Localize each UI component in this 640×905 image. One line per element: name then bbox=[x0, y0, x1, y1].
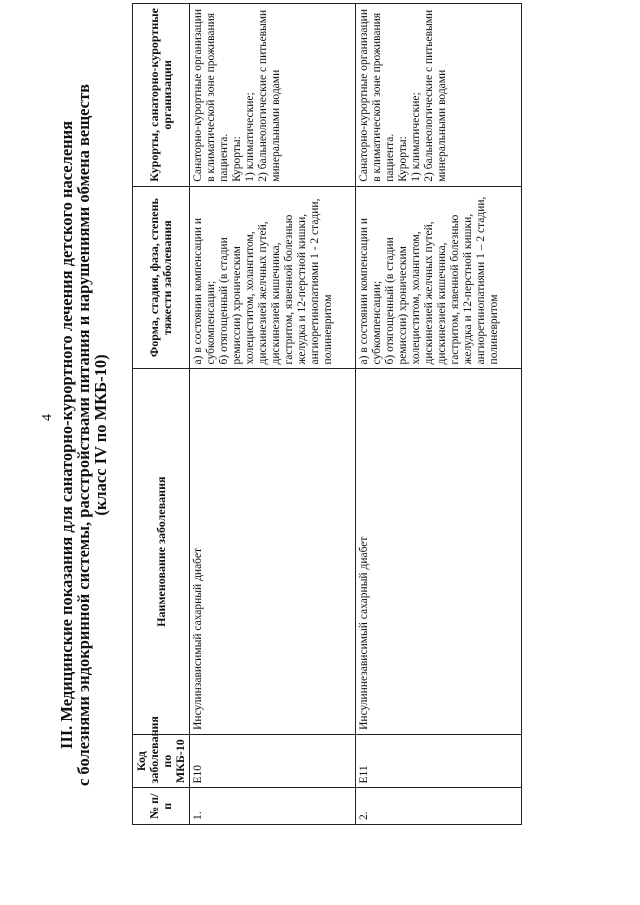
form-line: а) в состоянии компенсации и bbox=[192, 217, 204, 365]
row-num: 1. bbox=[190, 788, 356, 825]
header-num: № п/п bbox=[133, 788, 190, 825]
table-header-row bbox=[133, 4, 190, 825]
resort-line: Курорты: bbox=[397, 136, 409, 182]
resort-line: минеральными водами bbox=[436, 69, 448, 182]
row-disease-name: Инсулинзависимый сахарный диабет bbox=[190, 369, 356, 734]
form-line: желудка и 12-перстной кишки, bbox=[296, 213, 308, 365]
title-line-2: с болезнями эндокринной системы, расстройствами питания и нарушениями обмена веществ bbox=[74, 84, 93, 787]
table-row bbox=[190, 4, 356, 825]
form-line: гастритом, язвенной болезнью bbox=[283, 214, 295, 365]
form-line: дискинезией кишечника, bbox=[270, 242, 282, 365]
resort-line: в климатической зоне проживания bbox=[205, 12, 217, 182]
row-code: E10 bbox=[190, 734, 356, 788]
form-line: б) отягощенный (в стадии bbox=[384, 237, 396, 365]
resort-line: Санаторно-курортные организации bbox=[358, 9, 370, 182]
header-code: Код заболевания по МКБ-10 bbox=[133, 734, 190, 788]
resort-line: 2) бальнеологические с питьевыми bbox=[423, 9, 435, 182]
form-line: субкомпенсации; bbox=[371, 280, 383, 365]
header-form: Форма, стадия, фаза, степень тяжести заболевания bbox=[133, 186, 190, 369]
row-disease-name: Инсулиннезависимый сахарный диабет bbox=[356, 369, 522, 734]
resort-line: 2) бальнеологические с питьевыми bbox=[257, 9, 269, 182]
form-line: холециститом, холангитом, bbox=[244, 231, 256, 365]
resort-line: пациента. bbox=[218, 133, 230, 182]
form-line: дискинезией желчных путей, bbox=[423, 221, 435, 365]
resort-line: в климатической зоне проживания bbox=[371, 12, 383, 182]
form-line: полиневритом bbox=[322, 294, 334, 365]
title-line-3: (класс IV по МКБ-10) bbox=[91, 354, 110, 516]
form-line: ангиоретинопатиями 1 – 2 стадии, bbox=[475, 196, 487, 365]
resort-line: минеральными водами bbox=[270, 69, 282, 182]
table-row bbox=[356, 4, 522, 825]
form-line: б) отягощенный (в стадии bbox=[218, 237, 230, 365]
row-form bbox=[190, 186, 356, 369]
row-resorts bbox=[356, 4, 522, 187]
form-line: холециститом, холангитом, bbox=[410, 231, 422, 365]
row-resorts bbox=[190, 4, 356, 187]
form-line: а) в состоянии компенсации и bbox=[358, 217, 370, 365]
row-code: E11 bbox=[356, 734, 522, 788]
resort-line: пациента. bbox=[384, 133, 396, 182]
form-line: ремиссии) хроническим bbox=[231, 246, 243, 365]
section-title bbox=[58, 5, 109, 865]
page-number: 4 bbox=[40, 414, 55, 421]
form-line: гастритом, язвенной болезнью bbox=[449, 214, 461, 365]
row-form bbox=[356, 186, 522, 369]
header-resorts: Курорты, санаторно-курортные организации bbox=[133, 4, 190, 187]
form-line: полиневритом bbox=[488, 294, 500, 365]
form-line: желудка и 12-перстной кишки, bbox=[462, 213, 474, 365]
resort-line: Курорты: bbox=[231, 136, 243, 182]
form-line: дискинезией желчных путей, bbox=[257, 221, 269, 365]
indications-table bbox=[132, 3, 522, 825]
form-line: ангиоретинопатиями 1 - 2 стадии, bbox=[309, 198, 321, 365]
document-page bbox=[40, 5, 620, 865]
resort-line: 1) климатические; bbox=[244, 92, 256, 182]
resort-line: Санаторно-курортные организации bbox=[192, 9, 204, 182]
row-num: 2. bbox=[356, 788, 522, 825]
title-line-1: III. Медицинские показания для санаторно-курортного лечения детского населения bbox=[57, 120, 76, 750]
header-name: Наименование заболевания bbox=[133, 369, 190, 734]
form-line: субкомпенсации; bbox=[205, 280, 217, 365]
form-line: ремиссии) хроническим bbox=[397, 246, 409, 365]
form-line: дискинезией кишечника, bbox=[436, 242, 448, 365]
resort-line: 1) климатические; bbox=[410, 92, 422, 182]
